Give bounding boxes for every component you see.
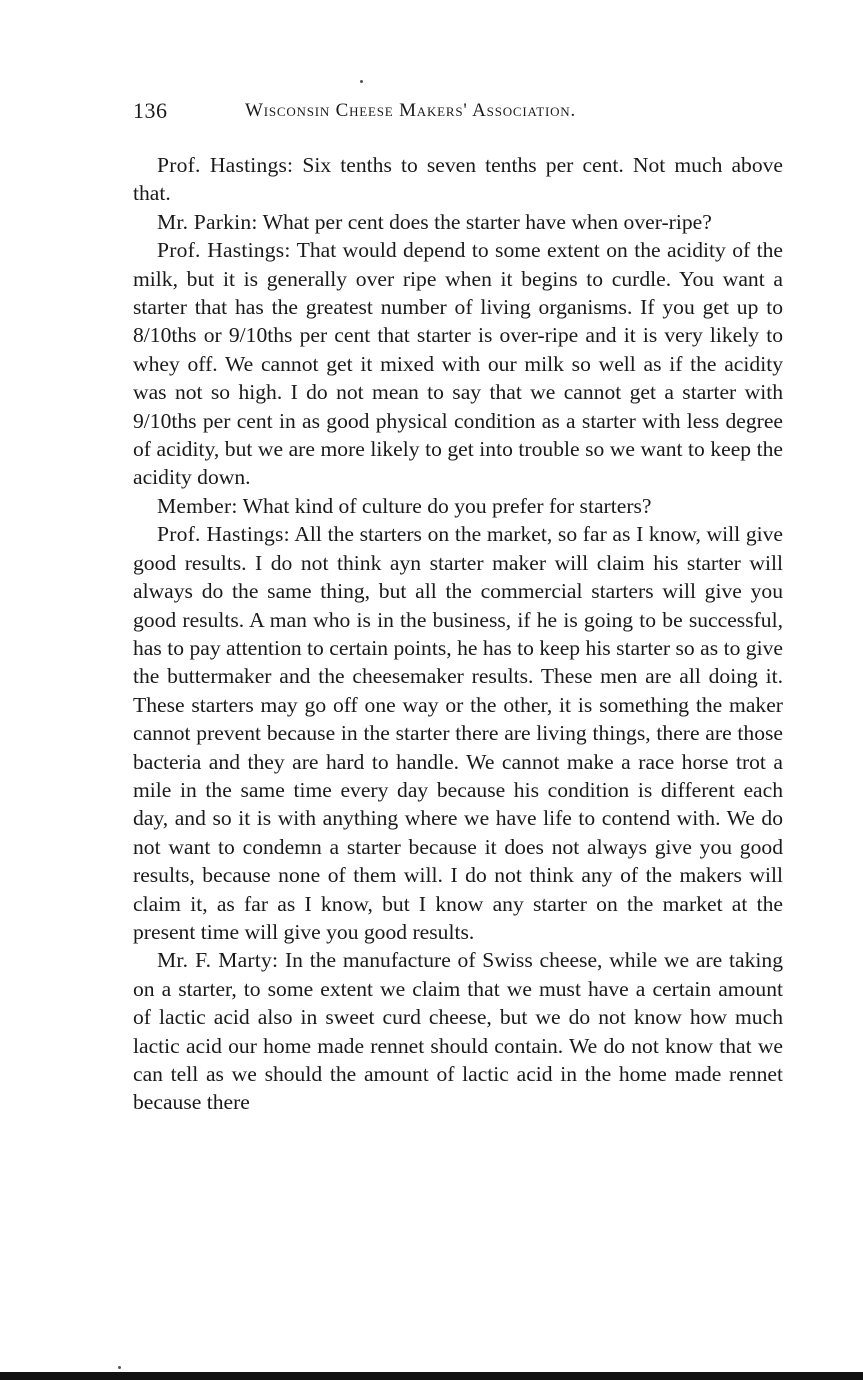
paragraph <box>133 236 783 492</box>
speck-mark <box>360 80 363 83</box>
paragraph <box>133 151 783 208</box>
speaker-name: Prof. Hastings: <box>157 238 291 263</box>
speaker-name: Mr. F. Marty: <box>157 948 279 973</box>
paragraph <box>133 520 783 946</box>
paragraph-text: In the manufacture of Swiss cheese, while we are taking on a starter, to some extent we claim that we must have a certain amount of lactic acid also in sweet curd cheese, but we do not know how much lactic acid our home made rennet should contain. We do not know that we can tell as we should the amount of lactic acid in the home made rennet because there <box>133 948 783 1115</box>
page-header <box>133 98 783 128</box>
scan-edge <box>0 1372 863 1380</box>
speck-mark <box>118 1366 121 1369</box>
running-head: Wisconsin Cheese Makers' Association. <box>245 100 577 121</box>
paragraph-text: All the starters on the market, so far as I know, will give good results. I do not think ayn starter maker will claim his starter will always do the same thing, but all the commercial starters will give you good results. A man who is in the business, if he is going to be successful, has to pay attention to certain points, he has to keep his starter so as to give the buttermaker and the cheesemaker results. These men are all doing it. These starters may go off one way or the other, it is something the maker cannot prevent because in the starter there are living things, there are those bacteria and they are hard to handle. We cannot make a race horse trot a mile in the same time every day because his condition is different each day, and so it is with anything where we have life to contend with. We do not want to condemn a starter because it does not always give you good results, because none of them will. I do not think any of the makers will claim it, as far as I know, but I know any starter on the market at the present time will give you good results. <box>133 522 783 944</box>
speaker-name: Member: <box>157 493 238 518</box>
paragraph-text: What per cent does the starter have when over-ripe? <box>262 209 712 234</box>
paragraph-text: That would depend to some extent on the acidity of the milk, but it is generally over ripe when it begins to curdle. You want a starter that has the greatest number of living organisms. If you get up to 8/10ths or 9/10ths per cent that starter is over-ripe and it is very likely to whey off. We cannot get it mixed with our milk so well as if the acidity was not so high. I do not mean to say that we cannot get a starter with 9/10ths per cent in as good physical condition as a starter with less degree of acidity, but we are more likely to get into trouble so we want to keep the acidity down. <box>133 238 784 490</box>
paragraph <box>133 208 783 236</box>
body-text <box>133 151 783 1117</box>
paragraph <box>133 492 783 520</box>
paragraph-text: Six tenths to seven tenths per cent. Not much above that. <box>133 153 784 206</box>
speaker-name: Prof. Hastings: <box>157 153 294 177</box>
paragraph <box>133 946 783 1116</box>
speaker-name: Prof. Hastings: <box>157 522 290 547</box>
page-number: 136 <box>133 98 168 123</box>
paragraph-text: What kind of culture do you prefer for starters? <box>242 493 652 518</box>
speaker-name: Mr. Parkin: <box>157 209 258 234</box>
